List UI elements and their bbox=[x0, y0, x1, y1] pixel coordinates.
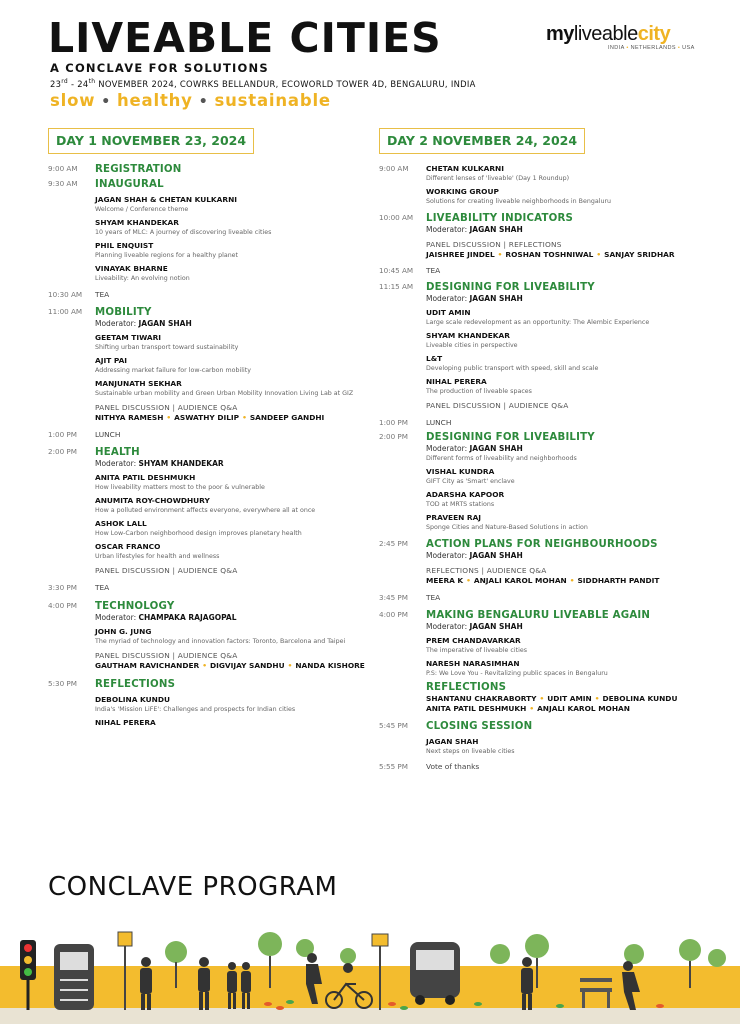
event-body bbox=[95, 179, 368, 283]
speaker-name: MANJUNATH SEKHAR bbox=[95, 379, 182, 388]
moderator-name: SHYAM KHANDEKAR bbox=[138, 459, 224, 468]
speaker-name: ASHOK LALL bbox=[95, 519, 147, 528]
break-label: TEA bbox=[95, 583, 110, 592]
schedule-event bbox=[48, 179, 368, 283]
schedule-event bbox=[379, 213, 719, 260]
moderator-line bbox=[426, 225, 719, 235]
moderator-name: JAGAN SHAH bbox=[469, 225, 523, 234]
speaker-name: SHYAM KHANDEKAR bbox=[426, 331, 510, 340]
moderator-label: Moderator: bbox=[426, 225, 470, 234]
event-time: 4:00 PM bbox=[379, 610, 408, 619]
session-title: MOBILITY bbox=[95, 307, 152, 318]
moderator-label: Moderator: bbox=[426, 551, 470, 560]
separator-dot: • bbox=[287, 661, 293, 670]
event-body bbox=[426, 266, 719, 276]
panel-label: PANEL DISCUSSION | AUDIENCE Q&A bbox=[95, 651, 238, 660]
panelist-name: ANJALI KAROL MOHAN bbox=[473, 576, 567, 585]
session-description: Different forms of liveability and neighborhoods bbox=[426, 455, 577, 462]
event-subtitle: A CONCLAVE FOR SOLUTIONS bbox=[50, 61, 269, 75]
event-time: 10:00 AM bbox=[379, 213, 414, 222]
speaker-name: WORKING GROUP bbox=[426, 187, 499, 196]
schedule-event bbox=[48, 447, 368, 576]
talk-description: How Low-Carbon neighborhood design improves planetary health bbox=[95, 530, 302, 537]
talk-description: Sustainable urban mobility and Green Urban Mobility Innovation Living Lab at GIZ bbox=[95, 390, 354, 397]
event-time: 9:00 AM bbox=[48, 164, 78, 173]
event-time: 10:30 AM bbox=[48, 290, 83, 299]
speaker-name: JAGAN SHAH bbox=[426, 737, 479, 746]
street-scene-illustration bbox=[0, 918, 740, 1024]
schedule-event bbox=[48, 307, 368, 423]
talk-description: P.S: We Love You - Revitalizing public spaces in Bengaluru bbox=[426, 670, 608, 677]
mlc-logo: myliveablecity INDIA • NETHERLANDS • USA bbox=[546, 23, 695, 51]
moderator-name: JAGAN SHAH bbox=[469, 622, 523, 631]
session-title: DESIGNING FOR LIVEABILITY bbox=[426, 432, 595, 443]
break-label: LUNCH bbox=[426, 418, 452, 427]
event-time: 11:00 AM bbox=[48, 307, 83, 316]
day2-schedule bbox=[379, 164, 719, 772]
talk-description: The production of liveable spaces bbox=[426, 388, 532, 395]
event-body bbox=[95, 447, 368, 576]
session-title: REGISTRATION bbox=[95, 164, 182, 175]
separator-dot: • bbox=[242, 413, 247, 422]
talk-description: Developing public transport with speed, skill and scale bbox=[426, 365, 599, 372]
event-body bbox=[95, 290, 368, 300]
event-time: 9:30 AM bbox=[48, 179, 78, 188]
moderator-label: Moderator: bbox=[426, 622, 470, 631]
schedule-event bbox=[48, 679, 368, 728]
moderator-name: JAGAN SHAH bbox=[469, 294, 523, 303]
speaker-name: NARESH NARASIMHAN bbox=[426, 659, 520, 668]
separator-dot: • bbox=[166, 413, 172, 422]
event-time: 1:00 PM bbox=[48, 430, 77, 439]
event-body bbox=[95, 679, 368, 728]
schedule-event bbox=[379, 593, 719, 603]
event-time: 5:30 PM bbox=[48, 679, 77, 688]
day1-schedule bbox=[48, 164, 368, 728]
speaker-name: ADARSHA KAPOOR bbox=[426, 490, 505, 499]
event-time: 1:00 PM bbox=[379, 418, 408, 427]
moderator-label: Moderator: bbox=[426, 444, 470, 453]
schedule-event bbox=[379, 610, 719, 714]
event-time: 3:45 PM bbox=[379, 593, 408, 602]
moderator-name: JAGAN SHAH bbox=[138, 319, 192, 328]
event-date-venue: 23rd - 24th NOVEMBER 2024, COWRKS BELLANDUR, ECOWORLD TOWER 4D, BENGALURU, INDIA bbox=[50, 78, 476, 89]
moderator-line bbox=[426, 444, 719, 454]
panel-label: PANEL DISCUSSION | AUDIENCE Q&A bbox=[95, 566, 238, 575]
schedule-event bbox=[379, 266, 719, 276]
talk-description: Welcome / Conference theme bbox=[95, 206, 189, 213]
separator-dot: • bbox=[569, 576, 575, 585]
event-body bbox=[426, 610, 719, 714]
talk-description: Addressing market failure for low-carbon mobility bbox=[95, 367, 251, 374]
event-time: 2:45 PM bbox=[379, 539, 408, 548]
schedule-event bbox=[379, 282, 719, 411]
speaker-name: CHETAN KULKARNI bbox=[426, 164, 504, 173]
break-label: TEA bbox=[95, 290, 110, 299]
speaker-name: OSCAR FRANCO bbox=[95, 542, 161, 551]
panel-label: PANEL DISCUSSION | REFLECTIONS bbox=[426, 240, 562, 249]
event-body bbox=[426, 282, 719, 411]
moderator-label: Moderator: bbox=[95, 319, 139, 328]
panelist-name: ANJALI KAROL MOHAN bbox=[537, 704, 630, 713]
speaker-name: AJIT PAI bbox=[95, 356, 128, 365]
talk-description: Liveability: An evolving notion bbox=[95, 275, 190, 282]
event-body bbox=[426, 762, 719, 772]
event-time: 9:00 AM bbox=[379, 164, 409, 173]
event-body bbox=[426, 418, 719, 428]
separator-dot: • bbox=[594, 694, 600, 703]
speaker-name: JOHN G. JUNG bbox=[95, 627, 152, 636]
session-title: LIVEABILITY INDICATORS bbox=[426, 213, 574, 224]
break-label: Vote of thanks bbox=[426, 762, 480, 771]
event-time: 5:55 PM bbox=[379, 762, 408, 771]
panelist-name: ASWATHY DILIP bbox=[174, 413, 240, 422]
event-body bbox=[426, 539, 719, 586]
panelist-list bbox=[426, 250, 719, 260]
separator-dot: • bbox=[539, 694, 545, 703]
panelist-name: SANJAY SRIDHAR bbox=[604, 250, 675, 259]
talk-description: Solutions for creating liveable neighborhoods in Bengaluru bbox=[426, 198, 612, 205]
panelist-name: DIGVIJAY SANDHU bbox=[209, 661, 285, 670]
speaker-name: ANITA PATIL DESHMUKH bbox=[95, 473, 196, 482]
separator-dot: • bbox=[497, 250, 503, 259]
speaker-name: PREM CHANDAVARKAR bbox=[426, 636, 521, 645]
session-title: CLOSING SESSION bbox=[426, 721, 533, 732]
talk-description: TOD at MRTS stations bbox=[426, 501, 495, 508]
break-label: TEA bbox=[426, 266, 441, 275]
session-title: MAKING BENGALURU LIVEABLE AGAIN bbox=[426, 610, 651, 621]
speaker-name: GEETAM TIWARI bbox=[95, 333, 162, 342]
talk-description: 10 years of MLC: A journey of discovering liveable cities bbox=[95, 229, 272, 236]
session-title: REFLECTIONS bbox=[426, 682, 507, 693]
day1-heading: DAY 1 NOVEMBER 23, 2024 bbox=[48, 128, 254, 154]
tagline: slow • healthy • sustainable bbox=[50, 91, 331, 110]
moderator-label: Moderator: bbox=[95, 613, 139, 622]
moderator-line bbox=[426, 622, 719, 632]
schedule-event bbox=[379, 418, 719, 428]
moderator-line bbox=[95, 613, 368, 623]
event-body bbox=[95, 601, 368, 671]
panelist-name: NITHYA RAMESH bbox=[95, 413, 164, 422]
schedule-event bbox=[379, 762, 719, 772]
panelist-name: NANDA KISHORE bbox=[295, 661, 365, 670]
talk-description: How a polluted environment affects everyone, everywhere all at once bbox=[95, 507, 316, 514]
session-title: INAUGURAL bbox=[95, 179, 164, 190]
separator-dot: • bbox=[466, 576, 471, 585]
event-time: 2:00 PM bbox=[379, 432, 408, 441]
reflections-list bbox=[426, 694, 719, 704]
talk-description: The myriad of technology and innovation factors: Toronto, Barcelona and Taipei bbox=[95, 638, 346, 645]
event-body bbox=[95, 583, 368, 593]
reflections-list bbox=[426, 704, 719, 714]
conclave-program-title: CONCLAVE PROGRAM bbox=[48, 872, 338, 902]
talk-description: Urban lifestyles for health and wellness bbox=[95, 553, 220, 560]
event-time: 3:30 PM bbox=[48, 583, 77, 592]
event-time: 4:00 PM bbox=[48, 601, 77, 610]
speaker-name: UDIT AMIN bbox=[426, 308, 471, 317]
session-title: REFLECTIONS bbox=[95, 679, 176, 690]
panelist-list bbox=[426, 576, 719, 586]
separator-dot: • bbox=[202, 661, 207, 670]
panelist-name: JAISHREE JINDEL bbox=[426, 250, 495, 259]
panelist-name: UDIT AMIN bbox=[547, 694, 592, 703]
event-body bbox=[426, 213, 719, 260]
speaker-name: SHYAM KHANDEKAR bbox=[95, 218, 179, 227]
speaker-name: ANUMITA ROY-CHOWDHURY bbox=[95, 496, 210, 505]
moderator-name: JAGAN SHAH bbox=[469, 551, 523, 560]
session-title: DESIGNING FOR LIVEABILITY bbox=[426, 282, 595, 293]
talk-description: The imperative of liveable cities bbox=[426, 647, 527, 654]
session-title: TECHNOLOGY bbox=[95, 601, 175, 612]
event-body bbox=[426, 164, 719, 206]
moderator-line bbox=[426, 294, 719, 304]
schedule-event bbox=[48, 601, 368, 671]
schedule-event bbox=[379, 721, 719, 756]
event-body bbox=[426, 721, 719, 756]
panelist-name: SIDDHARTH PANDIT bbox=[577, 576, 660, 585]
moderator-line bbox=[95, 459, 368, 469]
speaker-name: JAGAN SHAH & CHETAN KULKARNI bbox=[95, 195, 238, 204]
talk-description: Different lenses of 'liveable' (Day 1 Roundup) bbox=[426, 175, 570, 182]
panelist-name: SHANTANU CHAKRABORTY bbox=[426, 694, 537, 703]
day2-heading: DAY 2 NOVEMBER 24, 2024 bbox=[379, 128, 585, 154]
panelist-name: DEBOLINA KUNDU bbox=[602, 694, 678, 703]
speaker-name: VISHAL KUNDRA bbox=[426, 467, 495, 476]
moderator-label: Moderator: bbox=[95, 459, 139, 468]
event-time: 5:45 PM bbox=[379, 721, 408, 730]
event-time: 10:45 AM bbox=[379, 266, 414, 275]
event-time: 11:15 AM bbox=[379, 282, 414, 291]
schedule-event bbox=[48, 164, 368, 176]
talk-description: Sponge Cities and Nature-Based Solutions in action bbox=[426, 524, 588, 531]
schedule-event bbox=[48, 290, 368, 300]
break-label: LUNCH bbox=[95, 430, 121, 439]
panelist-name: ROSHAN TOSHNIWAL bbox=[505, 250, 594, 259]
event-title: LIVEABLE CITIES bbox=[48, 14, 442, 62]
schedule-event bbox=[379, 164, 719, 206]
speaker-name: NIHAL PERERA bbox=[426, 377, 487, 386]
speaker-name: L&T bbox=[426, 354, 443, 363]
schedule-event bbox=[379, 432, 719, 532]
panel-label: REFLECTIONS | AUDIENCE Q&A bbox=[426, 566, 547, 575]
panelist-name: SANDEEP GANDHI bbox=[249, 413, 325, 422]
event-body bbox=[426, 593, 719, 603]
panelist-name: ANITA PATIL DESHMUKH bbox=[426, 704, 527, 713]
session-title: ACTION PLANS FOR NEIGHBOURHOODS bbox=[426, 539, 658, 550]
talk-description: Liveable cities in perspective bbox=[426, 342, 518, 349]
panelist-list bbox=[95, 413, 368, 423]
panelist-list bbox=[95, 661, 368, 671]
moderator-line bbox=[95, 319, 368, 329]
panel-label: PANEL DISCUSSION | AUDIENCE Q&A bbox=[95, 403, 238, 412]
moderator-label: Moderator: bbox=[426, 294, 470, 303]
speaker-name: NIHAL PERERA bbox=[95, 718, 156, 727]
speaker-name: DEBOLINA KUNDU bbox=[95, 695, 170, 704]
speaker-name: PRAVEEN RAJ bbox=[426, 513, 482, 522]
talk-description: GIFT City as 'Smart' enclave bbox=[426, 478, 515, 485]
session-title: HEALTH bbox=[95, 447, 140, 458]
moderator-name: JAGAN SHAH bbox=[469, 444, 523, 453]
separator-dot: • bbox=[529, 704, 535, 713]
break-label: TEA bbox=[426, 593, 441, 602]
moderator-line bbox=[426, 551, 719, 561]
talk-description: Planning liveable regions for a healthy planet bbox=[95, 252, 239, 259]
talk-description: How liveability matters most to the poor & vulnerable bbox=[95, 484, 265, 491]
event-body bbox=[95, 164, 368, 176]
talk-description: Shifting urban transport toward sustainability bbox=[95, 344, 239, 351]
panelist-name: MEERA K bbox=[426, 576, 464, 585]
speaker-name: PHIL ENQUIST bbox=[95, 241, 154, 250]
speaker-name: VINAYAK BHARNE bbox=[95, 264, 168, 273]
talk-description: Next steps on liveable cities bbox=[426, 748, 515, 755]
separator-dot: • bbox=[596, 250, 602, 259]
panelist-name: GAUTHAM RAVICHANDER bbox=[95, 661, 200, 670]
event-body bbox=[426, 432, 719, 532]
moderator-name: CHAMPAKA RAJAGOPAL bbox=[138, 613, 237, 622]
schedule-event bbox=[48, 430, 368, 440]
event-body bbox=[95, 430, 368, 440]
talk-description: India's 'Mission LiFE': Challenges and prospects for Indian cities bbox=[95, 706, 296, 713]
panel-label: PANEL DISCUSSION | AUDIENCE Q&A bbox=[426, 401, 569, 410]
talk-description: Large scale redevelopment as an opportunity: The Alembic Experience bbox=[426, 319, 650, 326]
schedule-event bbox=[379, 539, 719, 586]
schedule-event bbox=[48, 583, 368, 593]
event-time: 2:00 PM bbox=[48, 447, 77, 456]
event-body bbox=[95, 307, 368, 423]
